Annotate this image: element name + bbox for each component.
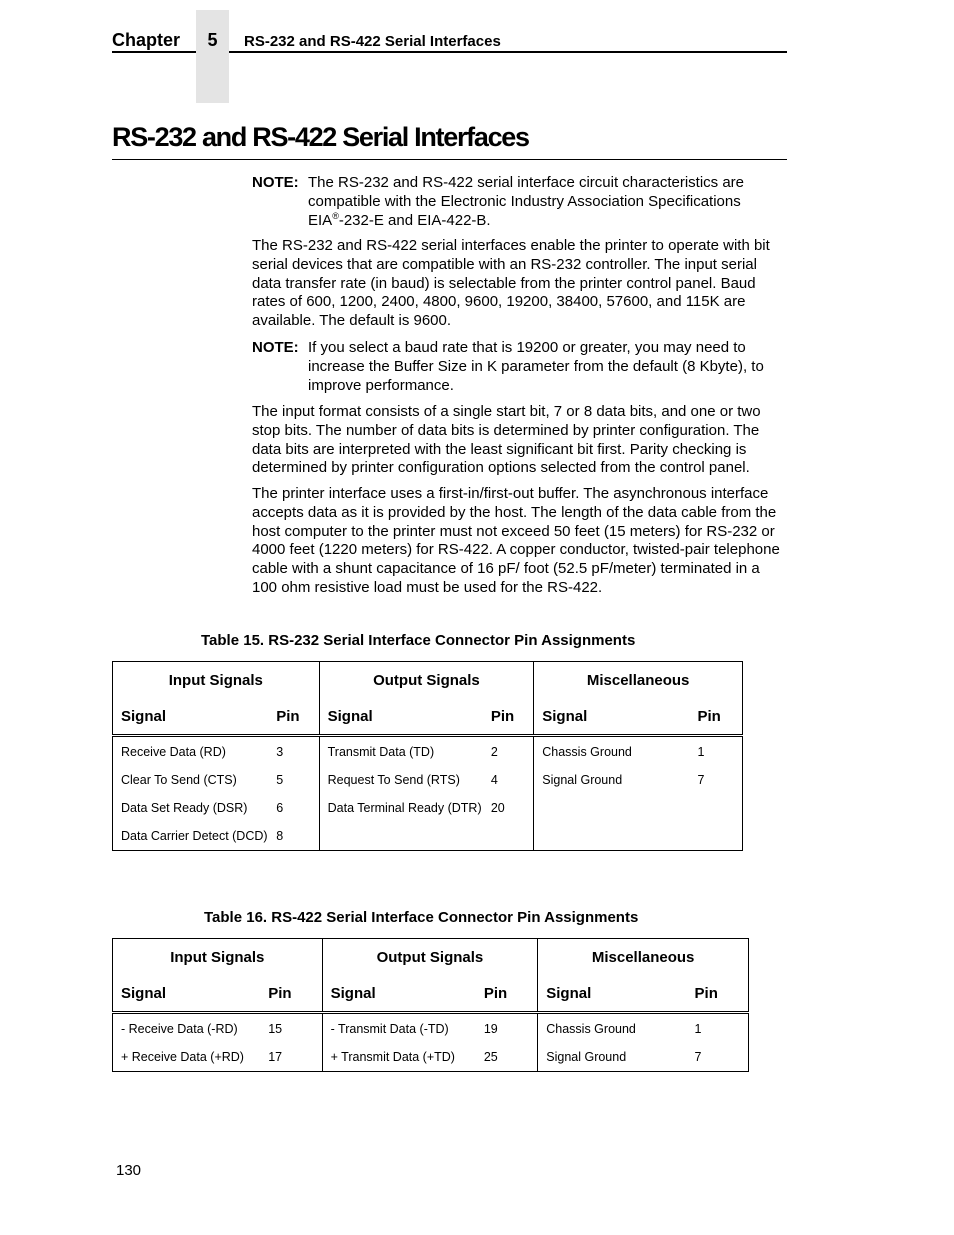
- signal-cell: Data Set Ready (DSR): [121, 801, 248, 815]
- pin-cell: 2: [490, 744, 498, 759]
- pin-cell: 6: [276, 801, 284, 815]
- pin-cell: [698, 822, 743, 851]
- col-header-pin: Pin: [491, 698, 534, 736]
- pin-cell: [491, 822, 534, 851]
- note-label: NOTE:: [252, 339, 299, 356]
- note-buffer-size: [252, 339, 787, 395]
- table-row: [113, 1043, 749, 1072]
- header-rule: [229, 51, 787, 53]
- paragraph-baud-rates: The RS-232 and RS-422 serial interfaces enable the printer to operate with bit serial devices that are compatible with an RS-232 controller. The input serial data transfer rate (in baud) is selectable from the printer control panel. Baud rates of 600, 1200, 2400, 4800, 9600, 19200, 38400, 57600, and 115K are available. The default is 9600.: [252, 237, 770, 330]
- signal-cell: Data Terminal Ready (DTR): [319, 794, 491, 822]
- paragraph-buffer-cable: The printer interface uses a first-in/first-out buffer. The asynchronous interface accepts data as it is provided by the host. The length of the data cable from the host computer to the printer must not exceed 50 feet (15 meters) for RS-232 or 4000 feet (1220 meters) for RS-422. A copper conductor, twisted-pair telephone cable with a shunt capacitance of 16 pF/ foot (52.5 pF/meter) terminated in a 100 ohm resistive load must be used for the RS-422.: [252, 485, 780, 596]
- col-header-signal: Signal: [319, 698, 491, 736]
- signal-cell: Signal Ground: [538, 1043, 695, 1072]
- signal-cell: Clear To Send (CTS): [121, 773, 237, 787]
- pin-cell: 17: [268, 1050, 283, 1064]
- note-text: If you select a baud rate that is 19200 or greater, you may need to increase the Buffer Size in K parameter from the default (8 Kbyte), to improve performance.: [308, 339, 764, 394]
- pin-cell: 7: [697, 773, 705, 787]
- pin-cell: 19: [483, 1021, 498, 1036]
- group-header-misc: Miscellaneous: [538, 939, 749, 976]
- title-rule: [112, 159, 787, 160]
- pin-cell: 3: [276, 744, 284, 759]
- signal-cell: Signal Ground: [534, 766, 698, 794]
- table-16-caption: Table 16. RS-422 Serial Interface Connector Pin Assignments: [204, 909, 639, 926]
- pin-cell: 4: [490, 773, 498, 787]
- signal-cell: Receive Data (RD): [121, 744, 226, 759]
- signal-cell: Data Carrier Detect (DCD): [121, 829, 268, 843]
- signal-cell: Chassis Ground: [538, 1013, 695, 1044]
- pin-cell: 8: [276, 829, 284, 843]
- chapter-tab: [196, 10, 229, 103]
- signal-cell: [534, 822, 698, 851]
- table-column-header-row: [113, 975, 749, 1013]
- table-row: [113, 736, 743, 767]
- group-header-input: Input Signals: [170, 948, 265, 966]
- pin-cell: 20: [490, 801, 505, 815]
- signal-cell: + Transmit Data (+TD): [322, 1043, 484, 1072]
- table-row: [113, 766, 743, 794]
- page-title: RS-232 and RS-422 Serial Interfaces: [112, 122, 529, 152]
- pin-cell: 1: [694, 1021, 702, 1036]
- table-15-caption: Table 15. RS-232 Serial Interface Connector Pin Assignments: [201, 632, 636, 649]
- col-header-signal: Signal: [322, 975, 484, 1013]
- header-rule: [112, 51, 196, 53]
- running-header-title: RS-232 and RS-422 Serial Interfaces: [244, 33, 501, 50]
- pin-cell: 15: [268, 1021, 283, 1036]
- table-row: [113, 822, 743, 851]
- col-header-signal: Signal: [534, 698, 698, 736]
- col-header-pin: Pin: [698, 698, 743, 736]
- pin-cell: 5: [276, 773, 284, 787]
- table-group-header-row: [113, 939, 749, 976]
- table-15-rs232-pins: [112, 661, 743, 851]
- paragraph-input-format: The input format consists of a single start bit, 7 or 8 data bits, and one or two stop bits. The number of data bits is determined by printer configuration. The data bits are interpreted with the least significant bit first. Parity checking is determined by printer configuration options selected from the control panel.: [252, 403, 761, 477]
- note-text: [308, 174, 787, 230]
- pin-cell: 1: [697, 744, 705, 759]
- signal-cell: - Transmit Data (-TD): [322, 1013, 484, 1044]
- group-header-output: Output Signals: [322, 939, 538, 976]
- col-header-pin: Pin: [268, 975, 322, 1013]
- pin-cell: 25: [483, 1050, 498, 1064]
- signal-cell: [319, 822, 491, 851]
- note-label: NOTE:: [252, 174, 299, 191]
- page-number: 130: [116, 1162, 142, 1179]
- signal-cell: Request To Send (RTS): [319, 766, 491, 794]
- signal-cell: + Receive Data (+RD): [121, 1050, 244, 1064]
- note-compatibility: [252, 174, 787, 230]
- note-text-part: The RS-232 and RS-422 serial interface circuit characteristics are compatible with the Electronic Industry Association Specifications EIA: [308, 174, 745, 229]
- col-header-signal: Signal: [113, 975, 269, 1013]
- signal-cell: - Receive Data (-RD): [121, 1021, 238, 1036]
- pin-cell: 7: [694, 1050, 702, 1064]
- signal-cell: [534, 794, 698, 822]
- signal-cell: Transmit Data (TD): [319, 736, 491, 767]
- col-header-pin: Pin: [276, 698, 319, 736]
- col-header-pin: Pin: [484, 975, 538, 1013]
- note-text-part: -232-E and EIA-422-B.: [338, 211, 491, 229]
- pin-cell: [698, 794, 743, 822]
- table-16-rs422-pins: [112, 938, 749, 1072]
- table-row: [113, 1013, 749, 1044]
- group-header-output: Output Signals: [319, 662, 534, 699]
- col-header-pin: Pin: [695, 975, 749, 1013]
- chapter-number: 5: [207, 30, 218, 50]
- table-column-header-row: [113, 698, 743, 736]
- signal-cell: Chassis Ground: [534, 736, 698, 767]
- registered-mark: ®: [332, 210, 339, 221]
- table-row: [113, 794, 743, 822]
- col-header-signal: Signal: [538, 975, 695, 1013]
- col-header-signal: Signal: [113, 698, 277, 736]
- chapter-label: Chapter: [112, 30, 181, 50]
- table-group-header-row: [113, 662, 743, 699]
- group-header-input: Input Signals: [168, 671, 263, 689]
- group-header-misc: Miscellaneous: [534, 662, 743, 699]
